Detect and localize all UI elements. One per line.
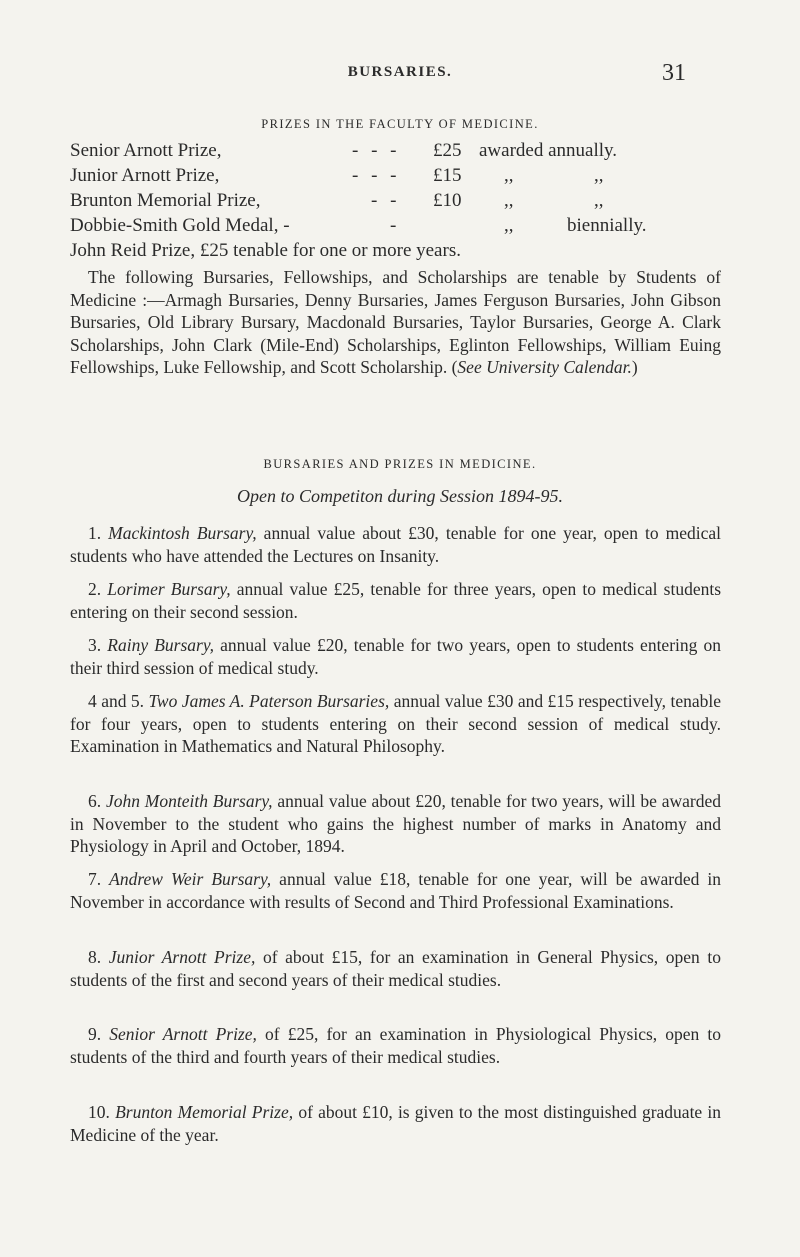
ditto-mark: ,,	[504, 190, 514, 211]
list-item: 6. John Monteith Bursary, annual value about £20, tenable for two years, will be awarded in November to the student who gains the highest number of marks in Anatomy and Physiology in April and October, 1894.	[70, 791, 722, 857]
item-title: Mackintosh Bursary,	[108, 523, 257, 543]
prize-name: Junior Arnott Prize,	[70, 165, 220, 186]
prize-dashes: - - -	[352, 140, 401, 161]
item-title: Rainy Bursary,	[107, 635, 215, 655]
session-subheading: Open to Competiton during Session 1894-95.	[237, 486, 563, 506]
list-item: 4 and 5. Two James A. Paterson Bursaries, annual value £30 and £15 respectively, tenable for four years, open to students entering on their second session of medical study. Examination in Mathematics and Natural Philosophy.	[70, 691, 722, 757]
item-title: John Monteith Bursary,	[105, 791, 273, 811]
running-head	[0, 60, 800, 90]
prize-note: awarded annually.	[479, 140, 618, 161]
prize-list	[70, 138, 720, 263]
item-title: Two James A. Paterson Bursaries,	[148, 691, 390, 711]
calendar-reference: See University Calendar.	[457, 357, 632, 378]
ditto-mark: ,,	[594, 165, 604, 186]
prize-amount: £15	[433, 165, 462, 186]
prize-name: Dobbie-Smith Gold Medal, -	[70, 215, 290, 236]
list-item: 9. Senior Arnott Prize, of £25, for an examination in Physiological Physics, open to students of the third and fourth years of their medical studies.	[70, 1024, 722, 1067]
list-item: 3. Rainy Bursary, annual value £20, tenable for two years, open to students entering on their third session of medical study.	[70, 635, 722, 678]
list-item: 8. Junior Arnott Prize, of about £15, for an examination in General Physics, open to students of the first and second years of their medical studies.	[70, 947, 722, 990]
list-item: 10. Brunton Memorial Prize, of about £10, is given to the most distinguished graduate in Medicine of the year.	[70, 1102, 721, 1145]
item-title: Junior Arnott Prize,	[108, 947, 256, 967]
ditto-mark: ,,	[594, 190, 604, 211]
item-title: Lorimer Bursary,	[107, 579, 231, 599]
list-item: 2. Lorimer Bursary, annual value £25, tenable for three years, open to medical students entering on their second session.	[70, 579, 722, 622]
prize-row	[70, 163, 720, 188]
list-item: 7. Andrew Weir Bursary, annual value £18, tenable for one year, will be awarded in November in accordance with results of Second and Third Professional Examinations.	[70, 869, 722, 912]
running-title: BURSARIES.	[347, 64, 453, 80]
section-heading-bursaries: BURSARIES AND PRIZES IN MEDICINE.	[263, 457, 537, 471]
prize-name: Brunton Memorial Prize,	[70, 190, 261, 211]
prize-row	[70, 213, 720, 238]
prize-reid-line: John Reid Prize, £25 tenable for one or more years.	[70, 240, 461, 261]
ditto-mark: ,,	[504, 165, 514, 186]
prize-dashes: - -	[371, 190, 401, 211]
prize-dashes: -	[390, 215, 401, 236]
section-heading-prizes: PRIZES IN THE FACULTY OF MEDICINE.	[261, 117, 539, 131]
item-title: Senior Arnott Prize,	[109, 1024, 257, 1044]
tenable-paragraph-text: The following Bursaries, Fellowships, and Scholarships are tenable by Students of Medicine :—Armagh Bursaries, Denny Bursaries, James Ferguson Bursaries, John Gibson Bursaries, Old Library Bursary, Macdonald Bursaries, Taylor Bursaries, George A. Clark Scholarships, John Clark (Mile-End) Scholarships, Eglinton Fellowships, William Euing Fellowships, Luke Fellowship, and Scott Scholarship.	[70, 267, 721, 378]
ditto-mark: ,,	[504, 215, 514, 236]
prize-note: biennially.	[567, 215, 647, 236]
prize-row	[70, 138, 720, 163]
prize-row	[70, 238, 720, 263]
prize-dashes: - - -	[352, 165, 401, 186]
tenable-paragraph: The following Bursaries, Fellowships, and Scholarships are tenable by Students of Medicine :—Armagh Bursaries, Denny Bursaries, James Ferguson Bursaries, John Gibson Bursaries, Old Library Bursary, Macdonald Bursaries, Taylor Bursaries, George A. Clark Scholarships, John Clark (Mile-End) Scholarships, Eglinton Fellowships, William Euing Fellowships, Luke Fellowship, and Scott Scholarship. (See University Calendar.)	[70, 267, 721, 378]
prize-name: Senior Arnott Prize,	[70, 140, 222, 161]
prize-amount: £10	[433, 190, 462, 211]
item-title: Andrew Weir Bursary,	[109, 869, 272, 889]
prize-row	[70, 188, 720, 213]
prize-amount: £25	[433, 140, 462, 161]
item-title: Brunton Memorial Prize,	[115, 1102, 294, 1122]
list-item: 1. Mackintosh Bursary, annual value about £30, tenable for one year, open to medical students who have attended the Lectures on Insanity.	[70, 523, 721, 566]
page-number: 31	[662, 60, 686, 86]
